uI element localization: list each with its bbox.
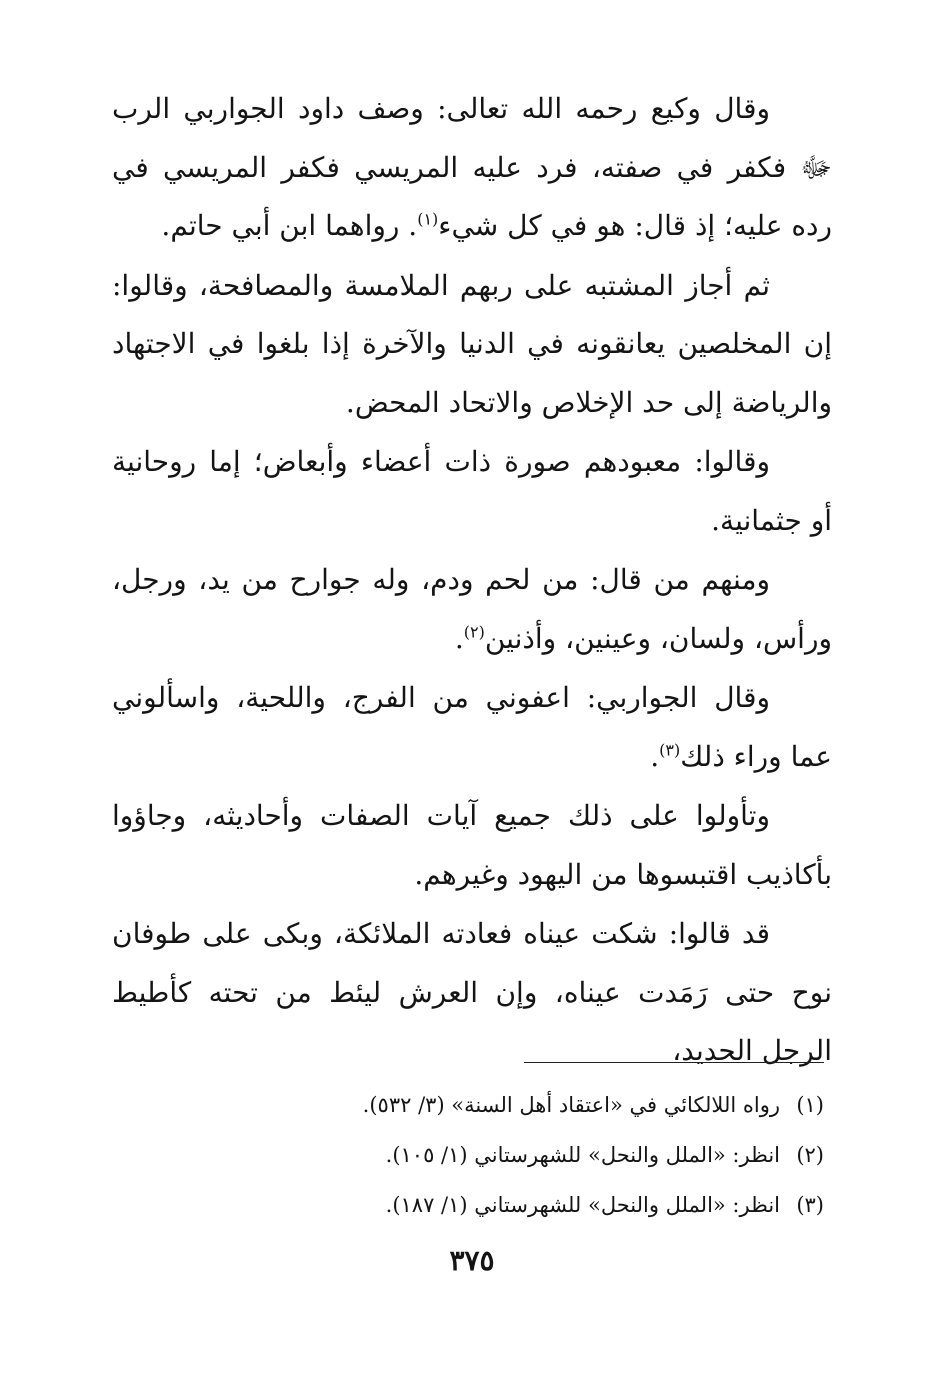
footnote-3 [112,1180,824,1230]
footnote-2 [112,1130,824,1180]
paragraph-2: ثم أجاز المشتبه على ربهم الملامسة والمصافحة، وقالوا: إن المخلصين يعانقونه في الدنيا والآخرة إذا بلغوا في الاجتهاد والرياضة إلى حد الإخلاص والاتحاد المحض. [112,268,832,419]
paragraph-3: وقالوا: معبودهم صورة ذات أعضاء وأبعاض؛ إما روحانية أو جثمانية. [112,445,832,537]
footnote-number: (٢) [796,1143,824,1167]
page-number: ٣٧٥ [449,1244,495,1277]
footnote-number: (١) [796,1093,824,1117]
footnote-divider [524,1062,824,1063]
footnote-text: انظر: «الملل والنحل» للشهرستاني (١/ ١٠٥). [385,1143,780,1167]
main-text [112,80,832,1081]
footnotes [112,1080,824,1230]
footnote-ref-2: (٢) [463,622,485,642]
footnote-1 [112,1080,824,1130]
paragraph-7: قد قالوا: شكت عيناه فعادته الملائكة، وبكى على طوفان نوح حتى رَمَدت عيناه، وإن العرش ليئط من تحته كأطيط الرجل الحديد، [112,917,832,1067]
paragraph-5: وقال الجواربي: اعفوني من الفرج، واللحية، واسألوني عما وراء ذلك$^{(٣)}$. [112,681,832,773]
footnote-ref-1: (١) [417,209,439,229]
footnote-number: (٣) [796,1193,824,1217]
paragraph-1: وقال وكيع رحمه الله تعالى: وصف داود الجواربي الرب ﷻ فكفر في صفته، فرد عليه المريسي فكفر المريسي في رده عليه؛ إذ قال: هو في كل شيء$^{(١)}$. رواهما ابن أبي حاتم. [112,92,832,242]
footnote-text: رواه اللالكائي في «اعتقاد أهل السنة» (٣/ ٥٣٢). [362,1093,780,1117]
footnote-text: انظر: «الملل والنحل» للشهرستاني (١/ ١٨٧). [385,1193,780,1217]
paragraph-4: ومنهم من قال: من لحم ودم، وله جوارح من يد، ورجل، ورأس، ولسان، وعينين، وأذنين$^{(٢)}$. [112,563,832,655]
paragraph-6: وتأولوا على ذلك جميع آيات الصفات وأحاديثه، وجاؤوا بأكاذيب اقتبسوها من اليهود وغيرهم. [112,799,832,891]
footnote-ref-3: (٣) [659,740,681,760]
